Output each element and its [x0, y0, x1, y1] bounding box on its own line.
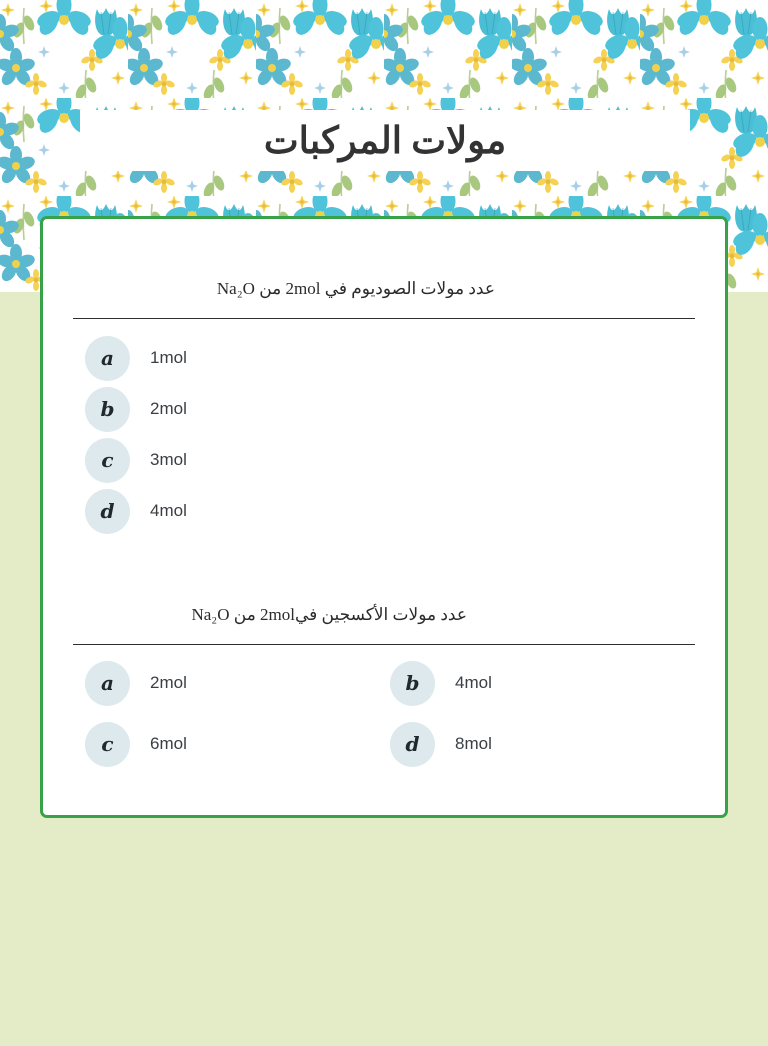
question-1-options — [73, 319, 695, 537]
option-key-badge: a — [85, 336, 130, 381]
title-banner — [80, 110, 690, 171]
option-label: 3mol — [150, 450, 187, 470]
option-key-badge: a — [85, 661, 130, 706]
option-row[interactable] — [390, 719, 695, 770]
option-row[interactable] — [85, 435, 695, 486]
option-row[interactable] — [85, 384, 695, 435]
question-1-text: عدد مولات الصوديوم في 2mol من Na₂O — [216, 279, 495, 298]
question-block-2 — [73, 603, 695, 770]
option-label: 6mol — [150, 734, 187, 754]
option-key-badge: c — [85, 722, 130, 767]
option-row[interactable] — [85, 719, 390, 770]
option-key-badge: d — [390, 722, 435, 767]
question-2-text: عدد مولات الأكسجين في2mol من Na₂O — [191, 604, 467, 624]
option-key-badge: b — [85, 387, 130, 432]
option-key-badge: b — [390, 661, 435, 706]
option-label: 4mol — [150, 501, 187, 521]
option-label: 1mol — [150, 348, 187, 368]
option-label: 2mol — [150, 399, 187, 419]
question-2-options — [73, 645, 695, 770]
page-title: مولات المركبات — [263, 120, 507, 162]
option-row[interactable] — [85, 658, 390, 709]
option-row[interactable] — [85, 486, 695, 537]
option-label: 4mol — [455, 673, 492, 693]
option-label: 8mol — [455, 734, 492, 754]
question-block-1 — [73, 277, 695, 537]
option-label: 2mol — [150, 673, 187, 693]
quiz-card — [40, 216, 728, 818]
option-key-badge: c — [85, 438, 130, 483]
option-row[interactable] — [85, 333, 695, 384]
option-key-badge: d — [85, 489, 130, 534]
option-row[interactable] — [390, 658, 695, 709]
